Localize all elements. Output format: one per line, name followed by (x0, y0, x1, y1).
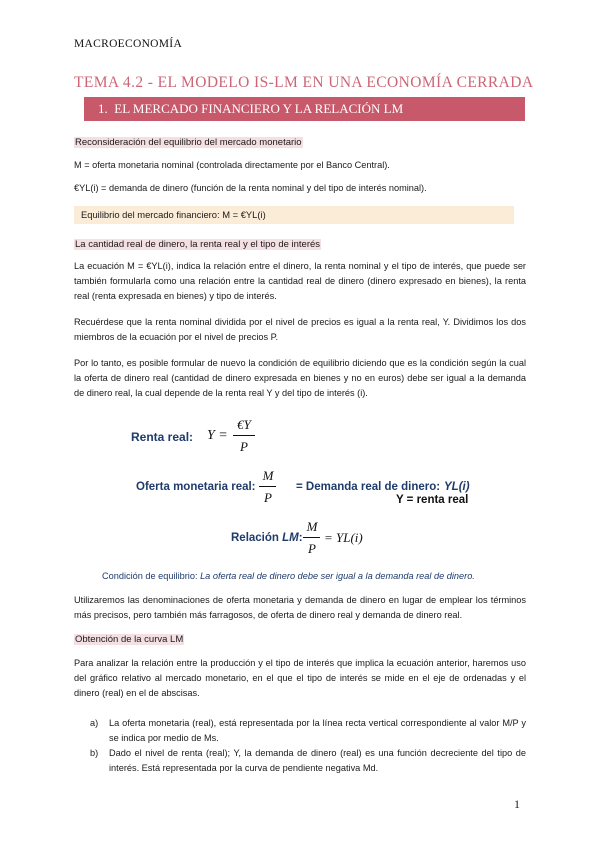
demanda-real-label: = Demanda real de dinero: (296, 481, 441, 493)
renta-real-fraction-bar (233, 435, 255, 436)
chapter-title: TEMA 4.2 - EL MODELO IS-LM EN UNA ECONOMÍA CERRADA (74, 74, 534, 91)
oferta-real-fraction-bar (259, 486, 276, 487)
relacion-lm-label (231, 532, 303, 544)
lm-denominator: P (308, 541, 316, 556)
condition-text: La oferta real de dinero debe ser igual a la demanda real de dinero. (200, 571, 475, 581)
relacion-lm-label-post: : (298, 532, 303, 544)
paragraph-obtencion: Para analizar la relación entre la producción y el tipo de interés que implica la ecuación anterior, haremos uso del gráfico relativo al mercado monetario, en el que el tipo de interés se mide en el eje de ordenadas y el dinero (real) en el de abscisas. (74, 658, 526, 698)
lm-rhs: = YL(i) (324, 530, 363, 545)
equilibrium-condition (102, 571, 475, 581)
paragraph-cantidad-2: Recuérdese que la renta nominal dividida por el nivel de precios es igual a la renta real, Y. Dividimos los dos miembros de la ecuación por el nivel de precios P. (74, 317, 526, 342)
renta-real-lhs: Y = (207, 428, 228, 443)
oferta-real-label: Oferta monetaria real: (136, 481, 256, 493)
subheading-reconsideracion: Reconsideración del equilibrio del mercado monetario (75, 137, 302, 148)
paragraph-cantidad-3: Por lo tanto, es posible formular de nuevo la condición de equilibrio diciendo que es la condición según la cual la oferta de dinero real (cantidad de dinero expresada en bienes y no en euros) debe ser igual a la demanda de dinero real, la cual depende de la renta real Y y del tipo de interés (i). (74, 358, 526, 398)
relacion-lm-label-em: LM (282, 532, 299, 544)
equilibrium-text: Equilibrio del mercado financiero: M = €YL(i) (81, 209, 266, 220)
section-heading-bar (84, 97, 525, 121)
paragraph-cantidad-1: La ecuación M = €YL(i), indica la relación entre el dinero, la renta nominal y el tipo de interés, que puede ser también formularla como una relación entre la cantidad real de dinero (dinero expresado en bienes), la renta real (renta expresada en bienes) y tipo de interés. (74, 261, 526, 301)
list-marker-a: a) (90, 718, 99, 728)
demanda-real-expression: YL(i) (444, 481, 470, 493)
definition-m: M = oferta monetaria nominal (controlada directamente por el Banco Central). (74, 160, 390, 170)
renta-real-label: Renta real: (131, 430, 194, 444)
oferta-real-numerator: M (262, 468, 274, 483)
definition-demand: €YL(i) = demanda de dinero (función de la renta nominal y del tipo de interés nominal). (74, 183, 427, 193)
paragraph-denominaciones: Utilizaremos las denominaciones de oferta monetaria y demanda de dinero en lugar de emplear los términos más precisos, pero también más farragosos, de oferta de dinero real y demanda de dinero real. (74, 595, 526, 620)
list-item-a: La oferta monetaria (real), está representada por la línea recta vertical correspondiente al valor M/P y se indica por medio de Ms. (109, 718, 526, 743)
subheading-cantidad: La cantidad real de dinero, la renta real y el tipo de interés (75, 239, 321, 250)
subheading-obtencion: Obtención de la curva LM (75, 634, 184, 645)
condition-prefix: Condición de equilibrio: (102, 571, 201, 581)
oferta-real-denominator: P (264, 490, 272, 505)
section-label: EL MERCADO FINANCIERO Y LA RELACIÓN LM (114, 101, 404, 116)
equilibrium-box (74, 206, 514, 224)
running-header: MACROECONOMÍA (74, 38, 183, 50)
relacion-lm-label-pre: Relación (231, 532, 283, 544)
lm-numerator: M (306, 519, 318, 534)
section-heading (98, 101, 403, 117)
page-number: 1 (514, 797, 520, 811)
list-item-b: Dado el nivel de renta (real); Y, la demanda de dinero (real) es una función decreciente del tipo de interés. Está representada por la curva de pendiente negativa Md. (109, 748, 526, 773)
section-number: 1. (98, 101, 108, 116)
renta-real-denominator: P (240, 439, 248, 454)
y-renta-real-note: Y = renta real (396, 494, 469, 506)
lm-fraction-bar (303, 537, 320, 538)
renta-real-numerator: €Y (237, 417, 251, 432)
list-marker-b: b) (90, 748, 99, 758)
